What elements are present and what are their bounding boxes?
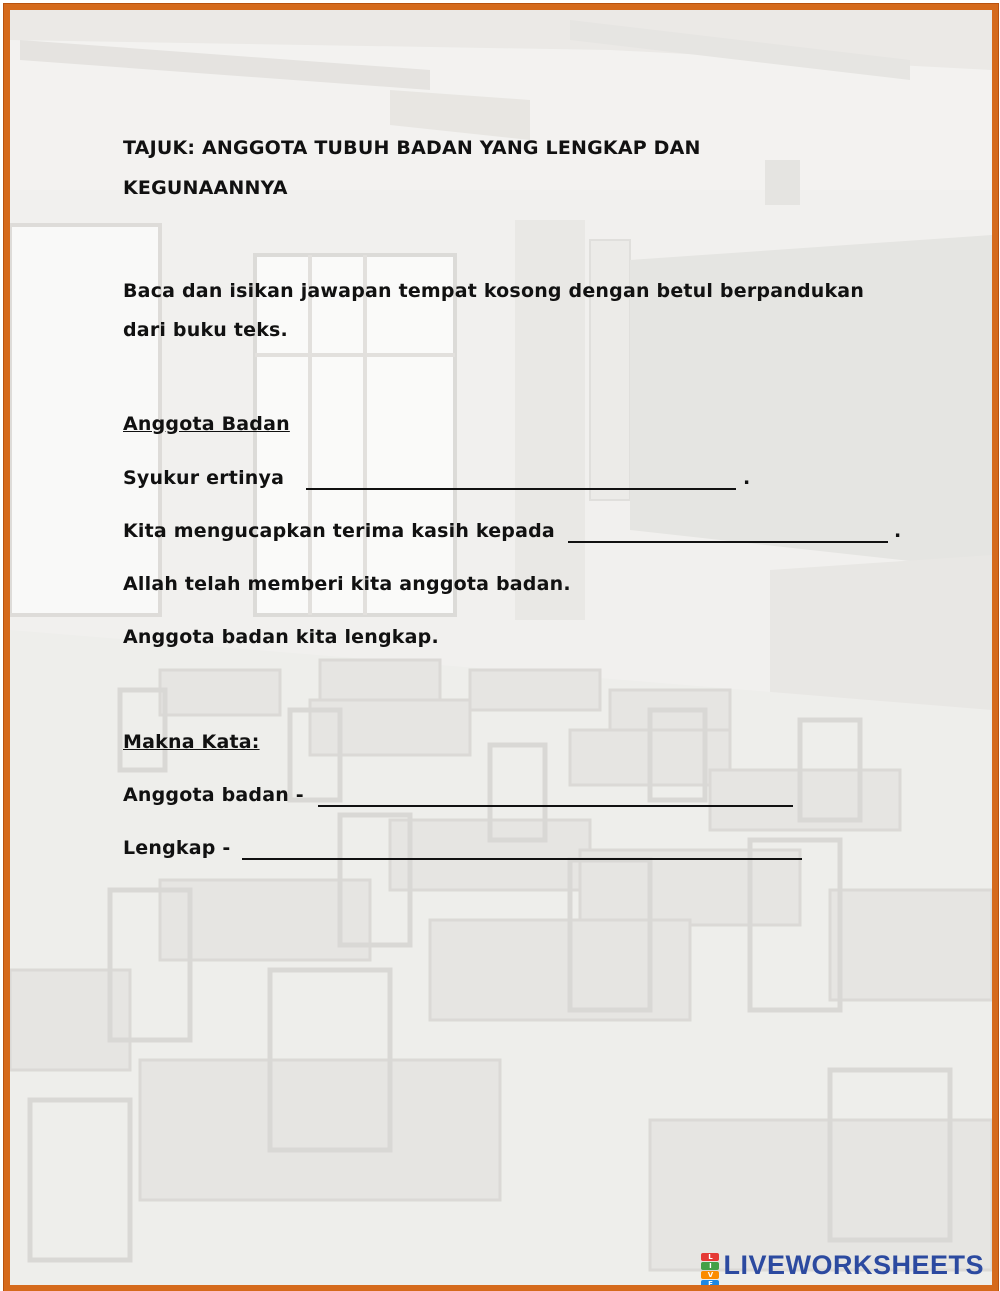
lengkap-answer-blank[interactable] [242, 858, 802, 860]
liveworksheets-logo [701, 1250, 984, 1288]
section-heading-anggota-badan: Anggota Badan [123, 413, 290, 435]
logo-letter-v: V [701, 1271, 719, 1279]
sentence-allah-memberi: Allah telah memberi kita anggota badan. [123, 573, 571, 595]
syukur-answer-blank[interactable] [306, 488, 736, 490]
logo-letter-i: I [701, 1262, 719, 1270]
worksheet-content [10, 10, 992, 1285]
logo-letter-e: E [701, 1280, 719, 1288]
terima-kasih-period: . [894, 520, 902, 542]
anggota-badan-prompt: Anggota badan - [123, 784, 304, 806]
logo-letter-l: L [701, 1253, 719, 1261]
terima-kasih-answer-blank[interactable] [568, 541, 888, 543]
section-heading-makna-kata: Makna Kata: [123, 731, 260, 753]
worksheet-title: TAJUK: ANGGOTA TUBUH BADAN YANG LENGKAP DAN KEGUNAANNYA [123, 137, 701, 199]
anggota-badan-answer-blank[interactable] [318, 805, 793, 807]
terima-kasih-prompt: Kita mengucapkan terima kasih kepada [123, 520, 555, 542]
sentence-anggota-lengkap: Anggota badan kita lengkap. [123, 626, 439, 648]
lengkap-prompt: Lengkap - [123, 837, 231, 859]
worksheet-frame [4, 4, 998, 1291]
liveworksheets-icon [701, 1252, 719, 1288]
syukur-prompt: Syukur ertinya [123, 467, 285, 489]
syukur-period: . [743, 467, 751, 489]
liveworksheets-wordmark: LIVEWORKSHEETS [723, 1250, 984, 1280]
instruction-text: Baca dan isikan jawapan tempat kosong dengan betul berpandukan dari buku teks. [123, 280, 865, 341]
